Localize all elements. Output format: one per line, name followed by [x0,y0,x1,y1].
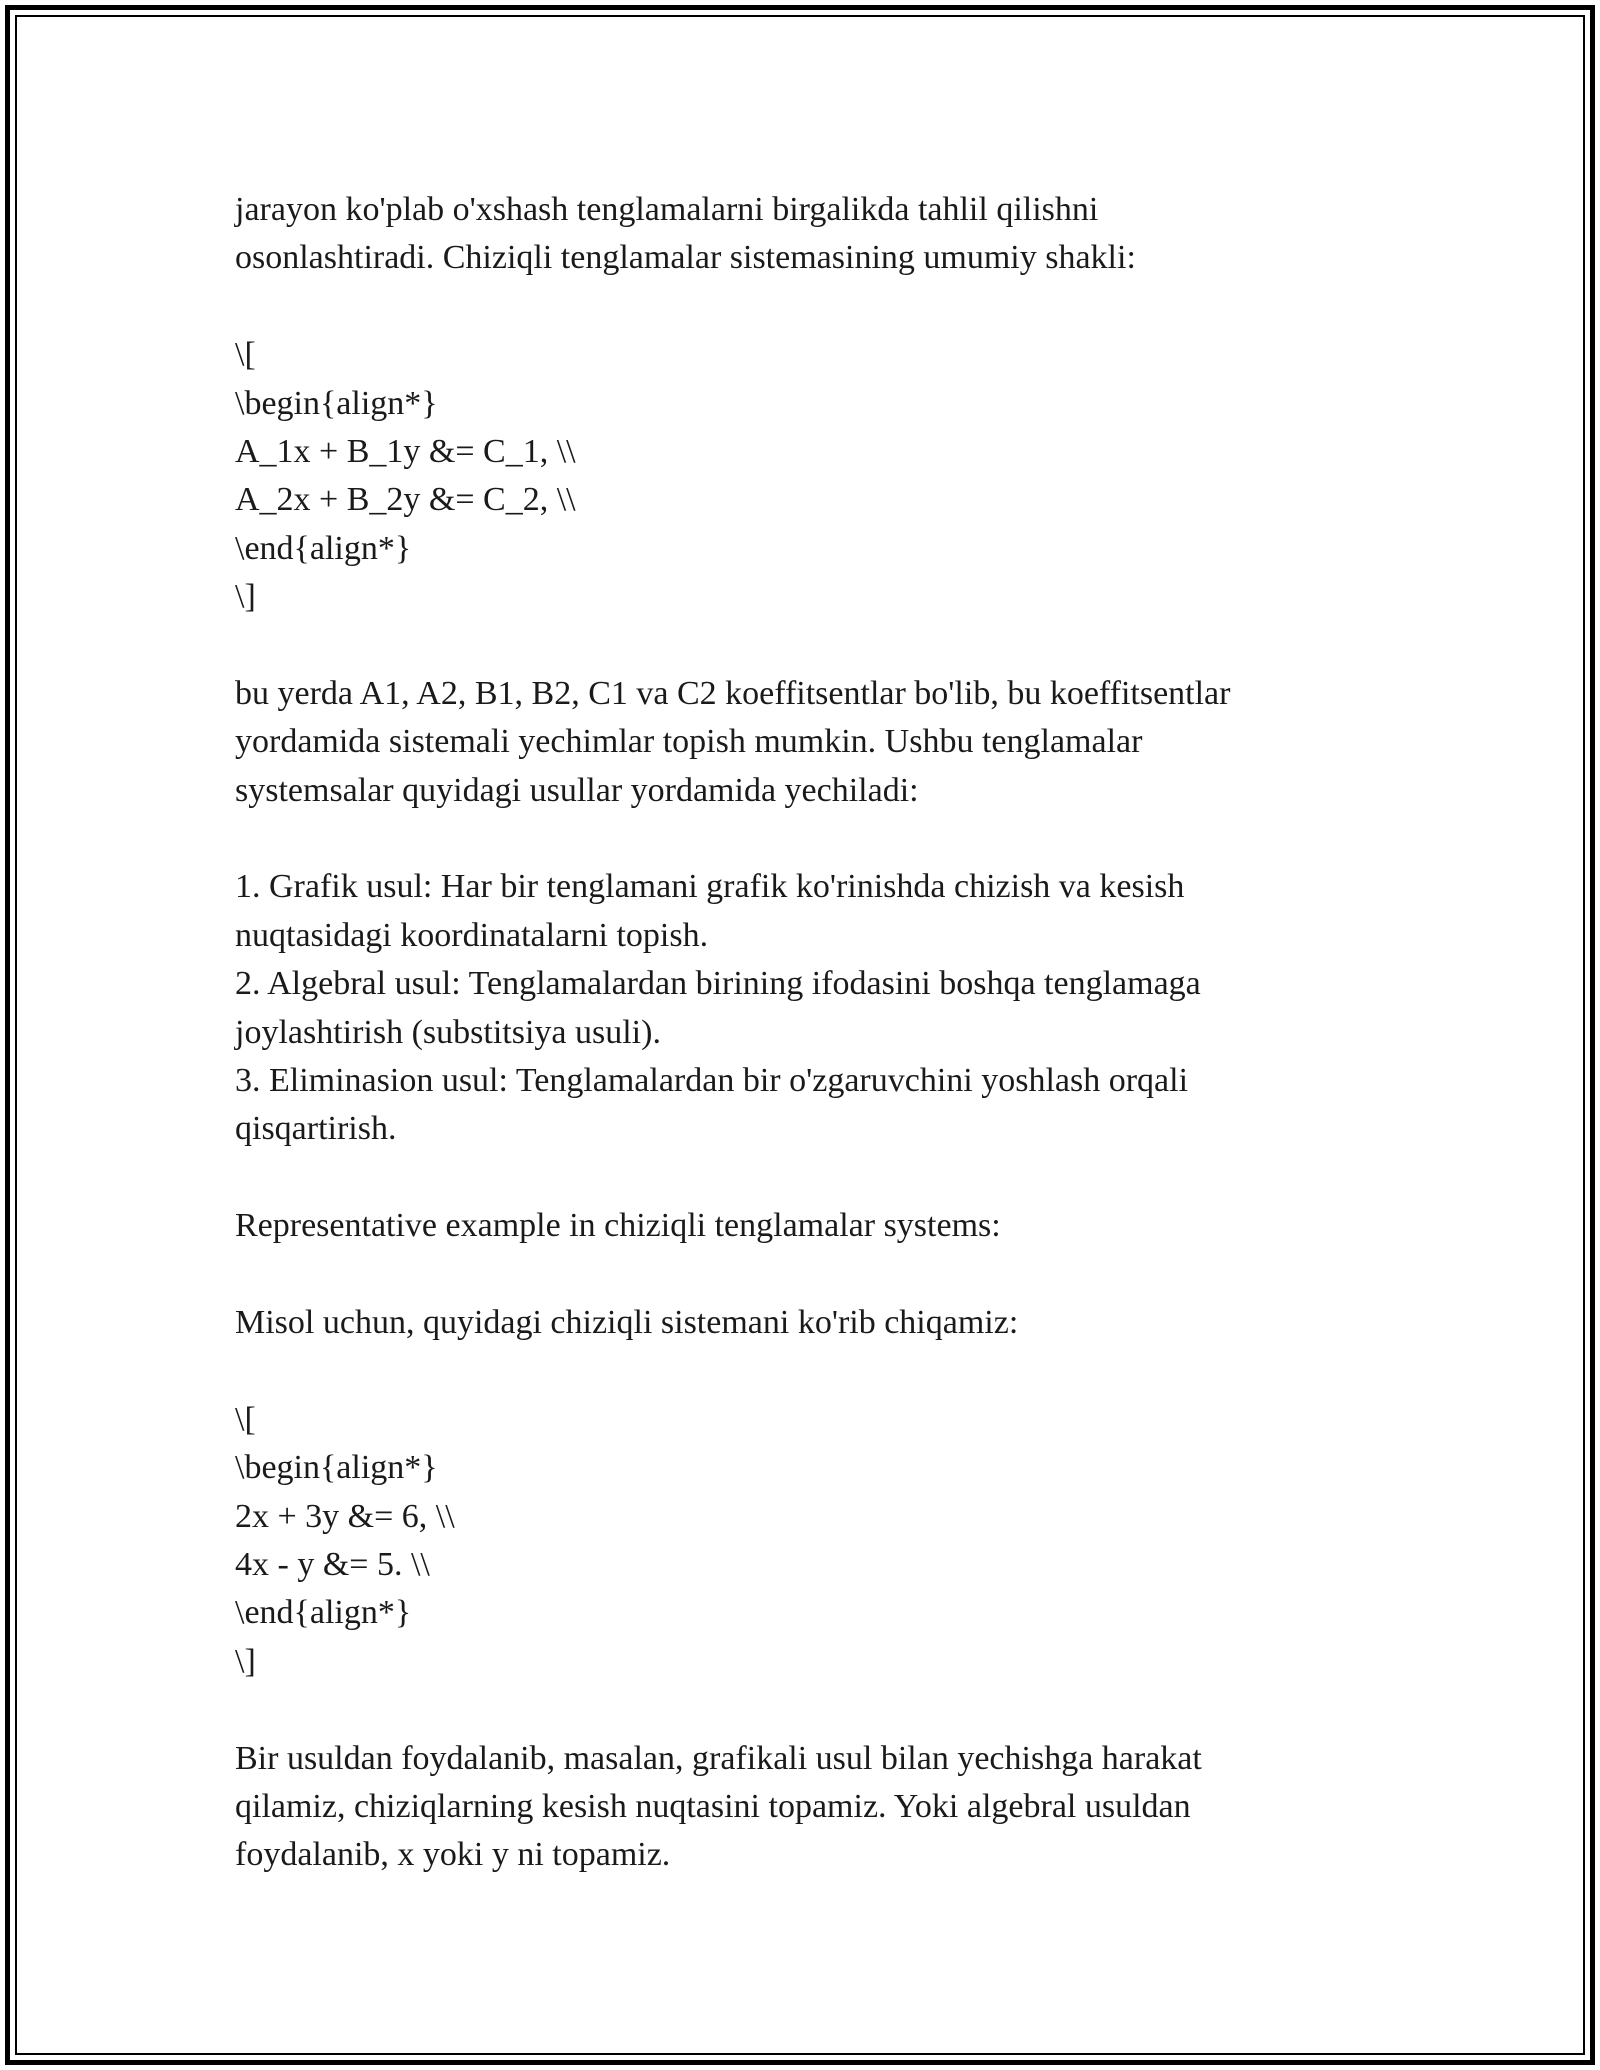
document-body [235,186,1375,1880]
blank-line [235,1251,1375,1299]
list-item-line: qisqartirish. [235,1110,397,1148]
blank-line [235,815,1375,863]
blank-line [235,1347,1375,1395]
text-line: yordamida sistemali yechimlar topish mumkin. Ushbu tenglamalar [235,723,1143,761]
latex-line: A_1x + B_1y &= C_1, \\ [235,432,576,470]
latex-line: 2x + 3y &= 6, \\ [235,1497,455,1535]
latex-line: \] [235,578,256,616]
blank-line [235,1154,1375,1202]
blank-line [235,283,1375,331]
text-line: Misol uchun, quyidagi chiziqli sistemani ko'rib chiqamiz: [235,1303,1019,1341]
text-line: qilamiz, chiziqlarning kesish nuqtasini topamiz. Yoki algebral usuldan [235,1787,1191,1825]
text-line: systemsalar quyidagi usullar yordamida yechiladi: [235,771,919,809]
blank-line [235,1686,1375,1734]
latex-line: \begin{align*} [235,1449,438,1487]
text-line: foydalanib, x yoki y ni topamiz. [235,1836,671,1874]
latex-line: \[ [235,1400,256,1438]
text-line: jarayon ko'plab o'xshash tenglamalarni birgalikda tahlil qilishni [235,191,1099,228]
latex-line: \begin{align*} [235,384,438,422]
list-item-line: 1. Grafik usul: Har bir tenglamani grafik ko'rinishda chizish va kesish [235,868,1185,906]
list-item-line: joylashtirish (substitsiya usuli). [235,1013,661,1051]
latex-line: \end{align*} [235,1594,412,1632]
latex-line: \[ [235,336,256,374]
list-item-line: 2. Algebral usul: Tenglamalardan birining ifodasini boshqa tenglamaga [235,965,1201,1003]
text-line: Bir usuldan foydalanib, masalan, grafikali usul bilan yechishga harakat [235,1739,1202,1777]
latex-line: 4x - y &= 5. \\ [235,1545,430,1583]
latex-line: \] [235,1642,256,1680]
blank-line [235,622,1375,670]
latex-line: \end{align*} [235,529,412,567]
text-line: Representative example in chiziqli tenglamalar systems: [235,1207,1001,1245]
list-item-line: 3. Eliminasion usul: Tenglamalardan bir o'zgaruvchini yoshlash orqali [235,1062,1189,1100]
list-item-line: nuqtasidagi koordinatalarni topish. [235,916,709,954]
text-line: bu yerda A1, A2, B1, B2, C1 va C2 koeffitsentlar bo'lib, bu koeffitsentlar [235,674,1231,712]
text-line: osonlashtiradi. Chiziqli tenglamalar sistemasining umumiy shakli: [235,239,1136,277]
latex-line: A_2x + B_2y &= C_2, \\ [235,481,576,519]
